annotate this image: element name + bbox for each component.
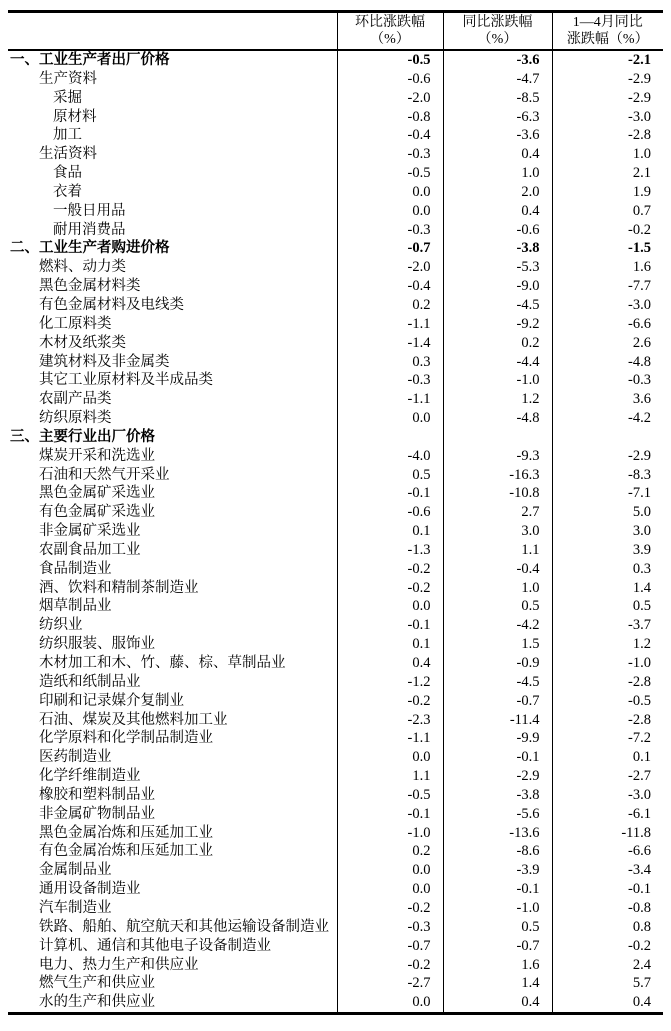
row-value: -13.6 <box>443 824 552 843</box>
row-value: -0.2 <box>337 560 443 579</box>
table-row <box>8 579 663 598</box>
row-label: 非金属矿物制品业 <box>39 805 155 822</box>
row-value: -3.0 <box>552 108 663 127</box>
row-value: -5.6 <box>443 805 552 824</box>
row-label: 黑色金属冶炼和压延加工业 <box>39 824 213 841</box>
row-value: 0.0 <box>337 861 443 880</box>
table-row <box>8 673 663 692</box>
row-label: 化工原料类 <box>39 315 112 332</box>
row-value: 1.2 <box>552 635 663 654</box>
table-row <box>8 711 663 730</box>
row-value: -3.7 <box>552 616 663 635</box>
row-value <box>337 428 443 447</box>
row-value: -2.9 <box>552 447 663 466</box>
row-label: 建筑材料及非金属类 <box>39 353 170 370</box>
row-label: 其它工业原材料及半成品类 <box>39 372 213 389</box>
row-label: 印刷和记录媒介复制业 <box>39 692 184 709</box>
row-label: 酒、饮料和精制茶制造业 <box>39 579 199 596</box>
row-value: -0.8 <box>337 108 443 127</box>
row-value: -0.7 <box>443 692 552 711</box>
row-value: -0.5 <box>337 50 443 70</box>
header-ytd <box>552 12 663 51</box>
row-value: -3.0 <box>552 786 663 805</box>
row-value: -2.8 <box>552 673 663 692</box>
row-value: -4.2 <box>443 616 552 635</box>
table-row <box>8 842 663 861</box>
row-value: -8.3 <box>552 466 663 485</box>
row-value: 0.0 <box>337 183 443 202</box>
row-value: 3.9 <box>552 541 663 560</box>
table-row <box>8 805 663 824</box>
table-header <box>8 12 663 51</box>
row-label: 煤炭开采和洗选业 <box>39 447 155 464</box>
row-label: 纺织服装、服饰业 <box>39 636 155 653</box>
row-label: 加工 <box>53 127 82 144</box>
table-row <box>8 315 663 334</box>
row-label: 有色金属矿采选业 <box>39 504 155 521</box>
row-value: -6.1 <box>552 805 663 824</box>
row-value: 1.2 <box>443 390 552 409</box>
row-value: -0.2 <box>337 579 443 598</box>
row-value: -0.6 <box>443 221 552 240</box>
row-value: 0.4 <box>443 145 552 164</box>
row-value: -2.7 <box>552 767 663 786</box>
row-label: 食品制造业 <box>39 560 112 577</box>
row-label: 化学纤维制造业 <box>39 768 141 785</box>
row-value: 0.1 <box>337 635 443 654</box>
row-value: 2.7 <box>443 503 552 522</box>
row-value: 1.9 <box>552 183 663 202</box>
row-value: 0.2 <box>443 334 552 353</box>
row-value: 0.3 <box>552 560 663 579</box>
table-row <box>8 956 663 975</box>
row-value: -11.8 <box>552 824 663 843</box>
row-value: -2.9 <box>552 70 663 89</box>
row-value: -0.4 <box>337 277 443 296</box>
table-row <box>8 126 663 145</box>
row-value: -0.1 <box>443 880 552 899</box>
row-value: -1.3 <box>337 541 443 560</box>
row-value: 0.1 <box>337 522 443 541</box>
table-row <box>8 616 663 635</box>
table-row <box>8 993 663 1013</box>
row-label: 金属制品业 <box>39 862 112 879</box>
table-row <box>8 183 663 202</box>
table-row <box>8 729 663 748</box>
row-label: 耐用消费品 <box>53 221 126 238</box>
row-label: 生活资料 <box>39 146 97 163</box>
row-value: -2.8 <box>552 126 663 145</box>
table-row <box>8 880 663 899</box>
row-label: 水的生产和供应业 <box>39 994 155 1011</box>
row-value: 1.4 <box>443 974 552 993</box>
row-value: -0.7 <box>337 937 443 956</box>
row-value: -9.9 <box>443 729 552 748</box>
row-value: 0.5 <box>337 466 443 485</box>
row-value: -0.5 <box>552 692 663 711</box>
row-value: -0.1 <box>443 748 552 767</box>
row-value: -16.3 <box>443 466 552 485</box>
row-label: 一般日用品 <box>53 202 126 219</box>
table-row <box>8 447 663 466</box>
row-value: 0.2 <box>337 296 443 315</box>
row-value: -0.3 <box>337 918 443 937</box>
row-label: 医药制造业 <box>39 749 112 766</box>
row-value: 2.6 <box>552 334 663 353</box>
table-row <box>8 824 663 843</box>
row-value: -4.4 <box>443 353 552 372</box>
row-value: 1.0 <box>552 145 663 164</box>
row-value: -6.6 <box>552 842 663 861</box>
row-value: 1.0 <box>443 164 552 183</box>
row-value: 0.7 <box>552 202 663 221</box>
row-value: 0.3 <box>337 353 443 372</box>
row-value: -0.4 <box>337 126 443 145</box>
row-label: 三、主要行业出厂价格 <box>10 428 155 445</box>
row-label: 汽车制造业 <box>39 899 112 916</box>
row-value: -7.1 <box>552 484 663 503</box>
row-value: 0.0 <box>337 993 443 1013</box>
table-row <box>8 145 663 164</box>
row-value: -0.7 <box>337 239 443 258</box>
row-value: 0.0 <box>337 748 443 767</box>
row-value: -0.6 <box>337 70 443 89</box>
row-value: -4.5 <box>443 673 552 692</box>
row-value: -0.6 <box>337 503 443 522</box>
row-value: -1.4 <box>337 334 443 353</box>
row-value: -3.6 <box>443 126 552 145</box>
row-value: -3.6 <box>443 50 552 70</box>
row-value: -1.2 <box>337 673 443 692</box>
table-row <box>8 164 663 183</box>
table-row <box>8 484 663 503</box>
row-label: 纺织业 <box>39 617 83 634</box>
row-label: 原材料 <box>53 108 97 125</box>
table-row <box>8 428 663 447</box>
row-value: 3.6 <box>552 390 663 409</box>
row-value: -2.9 <box>552 89 663 108</box>
row-label: 燃料、动力类 <box>39 259 126 276</box>
table-body <box>8 50 663 1014</box>
row-value: -0.5 <box>337 786 443 805</box>
row-value: 1.1 <box>337 767 443 786</box>
row-value <box>443 428 552 447</box>
table-row <box>8 748 663 767</box>
row-value: 0.4 <box>443 993 552 1013</box>
row-value: -1.0 <box>443 899 552 918</box>
table-row <box>8 899 663 918</box>
row-value: -1.1 <box>337 315 443 334</box>
row-value: 0.8 <box>552 918 663 937</box>
row-value: -0.3 <box>337 145 443 164</box>
row-value: -1.0 <box>337 824 443 843</box>
row-value: 0.4 <box>552 993 663 1013</box>
row-value: -6.6 <box>552 315 663 334</box>
row-value: 2.4 <box>552 956 663 975</box>
row-value: 0.2 <box>337 842 443 861</box>
row-label: 有色金属材料及电线类 <box>39 296 184 313</box>
row-label: 燃气生产和供应业 <box>39 975 155 992</box>
row-value: 0.0 <box>337 880 443 899</box>
table-row <box>8 202 663 221</box>
row-value: -0.1 <box>337 805 443 824</box>
row-label: 木材加工和木、竹、藤、棕、草制品业 <box>39 655 286 671</box>
row-label: 纺织原料类 <box>39 410 112 427</box>
table-row <box>8 221 663 240</box>
row-value: 1.0 <box>443 579 552 598</box>
table-row <box>8 937 663 956</box>
row-label: 通用设备制造业 <box>39 881 141 898</box>
row-value: 2.0 <box>443 183 552 202</box>
row-label: 一、工业生产者出厂价格 <box>10 52 170 68</box>
table-row <box>8 974 663 993</box>
row-value: -4.5 <box>443 296 552 315</box>
row-value: -1.0 <box>443 371 552 390</box>
row-value: -8.5 <box>443 89 552 108</box>
row-value: 0.0 <box>337 409 443 428</box>
row-value: 0.0 <box>337 597 443 616</box>
row-value: -6.3 <box>443 108 552 127</box>
row-value: 5.0 <box>552 503 663 522</box>
table-row <box>8 334 663 353</box>
row-label: 有色金属冶炼和压延加工业 <box>39 843 213 860</box>
row-label: 农副食品加工业 <box>39 541 141 558</box>
row-label: 计算机、通信和其他电子设备制造业 <box>39 937 271 954</box>
row-value: -2.7 <box>337 974 443 993</box>
table-row <box>8 390 663 409</box>
row-value: -4.8 <box>443 409 552 428</box>
row-label: 采掘 <box>53 89 82 106</box>
row-value: -0.7 <box>443 937 552 956</box>
row-label: 木材及纸浆类 <box>39 334 126 351</box>
row-label: 黑色金属矿采选业 <box>39 485 155 502</box>
row-value: -3.4 <box>552 861 663 880</box>
row-value: -4.8 <box>552 353 663 372</box>
row-value: -2.8 <box>552 711 663 730</box>
table-row <box>8 786 663 805</box>
row-value: -0.9 <box>443 654 552 673</box>
row-label: 烟草制品业 <box>39 598 112 615</box>
row-value: -0.2 <box>552 221 663 240</box>
row-value: -2.9 <box>443 767 552 786</box>
table-row <box>8 522 663 541</box>
row-value: -0.1 <box>337 616 443 635</box>
row-label: 食品 <box>53 165 82 182</box>
row-label: 生产资料 <box>39 70 97 87</box>
ppi-table <box>8 10 663 1015</box>
row-value: 0.1 <box>552 748 663 767</box>
row-value: -2.1 <box>552 50 663 70</box>
row-value: -0.3 <box>337 221 443 240</box>
row-value: -4.7 <box>443 70 552 89</box>
row-value: -9.2 <box>443 315 552 334</box>
table-row <box>8 258 663 277</box>
table-row <box>8 541 663 560</box>
row-value: 1.6 <box>552 258 663 277</box>
row-value: 0.4 <box>443 202 552 221</box>
header-mom-line2: （%） <box>370 32 410 47</box>
row-value: -0.1 <box>337 484 443 503</box>
row-label: 电力、热力生产和供应业 <box>39 956 199 973</box>
header-ytd-line2: 涨跌幅（%） <box>566 32 649 47</box>
table-row <box>8 767 663 786</box>
table-row <box>8 353 663 372</box>
row-value: -2.0 <box>337 258 443 277</box>
header-yoy <box>443 12 552 51</box>
header-empty-cell <box>8 12 337 51</box>
row-value: -3.0 <box>552 296 663 315</box>
row-label: 农副产品类 <box>39 391 112 408</box>
row-label: 非金属矿采选业 <box>39 523 141 540</box>
row-value: 0.4 <box>337 654 443 673</box>
table-row <box>8 466 663 485</box>
row-value: -4.2 <box>552 409 663 428</box>
row-value: -0.2 <box>552 937 663 956</box>
row-label: 二、工业生产者购进价格 <box>10 240 170 257</box>
row-label: 衣着 <box>53 183 82 200</box>
table-row <box>8 597 663 616</box>
row-value: -3.8 <box>443 239 552 258</box>
row-value: -7.2 <box>552 729 663 748</box>
row-value: -7.7 <box>552 277 663 296</box>
row-value: -10.8 <box>443 484 552 503</box>
header-yoy-line1: 同比涨跌幅 <box>462 15 533 30</box>
row-value: -0.3 <box>552 371 663 390</box>
header-row <box>8 12 663 51</box>
row-value: -4.0 <box>337 447 443 466</box>
row-value: -0.1 <box>552 880 663 899</box>
row-value: 0.0 <box>337 202 443 221</box>
row-label: 铁路、船舶、航空航天和其他运输设备制造业 <box>39 918 329 935</box>
row-value: 0.5 <box>443 918 552 937</box>
row-value: 1.6 <box>443 956 552 975</box>
row-label: 石油、煤炭及其他燃料加工业 <box>39 711 228 728</box>
row-value: -0.2 <box>337 692 443 711</box>
header-ytd-line1: 1—4月同比 <box>572 15 643 30</box>
table-row <box>8 296 663 315</box>
row-value: -0.2 <box>337 899 443 918</box>
row-value: -0.3 <box>337 371 443 390</box>
row-value: 3.0 <box>443 522 552 541</box>
row-value: 3.0 <box>552 522 663 541</box>
row-value: -5.3 <box>443 258 552 277</box>
table-row <box>8 692 663 711</box>
table-row <box>8 918 663 937</box>
row-value <box>552 428 663 447</box>
table-row <box>8 277 663 296</box>
row-value: -9.0 <box>443 277 552 296</box>
table-row <box>8 239 663 258</box>
row-value: -1.1 <box>337 390 443 409</box>
table-row <box>8 50 663 70</box>
table-row <box>8 560 663 579</box>
table-row <box>8 654 663 673</box>
row-value: 1.4 <box>552 579 663 598</box>
row-value: -2.3 <box>337 711 443 730</box>
table-row <box>8 409 663 428</box>
table-row <box>8 635 663 654</box>
table-row <box>8 89 663 108</box>
table-row <box>8 108 663 127</box>
row-value: -1.1 <box>337 729 443 748</box>
table-row <box>8 861 663 880</box>
row-value: -0.5 <box>337 164 443 183</box>
row-value: -9.3 <box>443 447 552 466</box>
row-value: 1.5 <box>443 635 552 654</box>
row-label: 黑色金属材料类 <box>39 278 141 295</box>
row-value: 5.7 <box>552 974 663 993</box>
row-value: -11.4 <box>443 711 552 730</box>
row-value: -3.8 <box>443 786 552 805</box>
row-value: -0.2 <box>337 956 443 975</box>
row-value: 0.5 <box>443 597 552 616</box>
row-value: -1.0 <box>552 654 663 673</box>
row-value: -8.6 <box>443 842 552 861</box>
row-value: 2.1 <box>552 164 663 183</box>
row-value: -2.0 <box>337 89 443 108</box>
header-mom-line1: 环比涨跌幅 <box>355 15 425 30</box>
row-value: -1.5 <box>552 239 663 258</box>
row-value: 1.1 <box>443 541 552 560</box>
row-value: -0.4 <box>443 560 552 579</box>
row-label: 石油和天然气开采业 <box>39 466 170 483</box>
table-row <box>8 503 663 522</box>
header-yoy-line2: （%） <box>477 32 518 47</box>
row-value: -3.9 <box>443 861 552 880</box>
table-row <box>8 371 663 390</box>
row-value: -0.8 <box>552 899 663 918</box>
header-mom <box>337 12 443 51</box>
table-row <box>8 70 663 89</box>
row-label: 化学原料和化学制品制造业 <box>39 730 213 747</box>
row-label: 橡胶和塑料制品业 <box>39 786 155 803</box>
row-label: 造纸和纸制品业 <box>39 673 141 690</box>
row-value: 0.5 <box>552 597 663 616</box>
